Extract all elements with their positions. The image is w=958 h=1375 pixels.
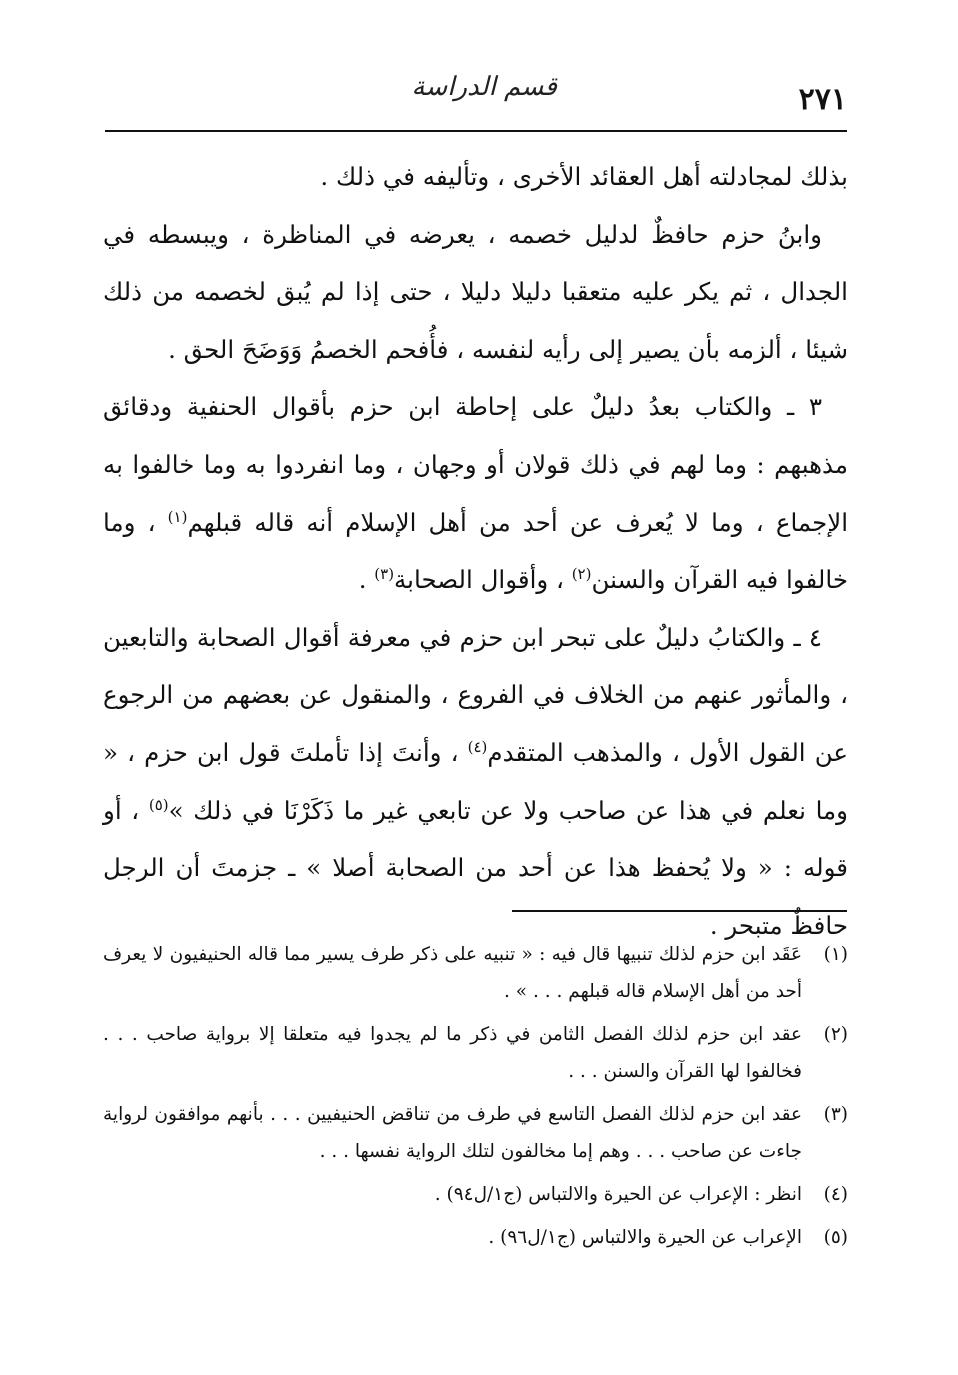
- section-title: قسم الدراسة: [411, 72, 557, 102]
- main-text: [103, 148, 848, 954]
- footnote-text: عقد ابن حزم لذلك الفصل التاسع في طرف من تناقض الحنيفيين . . . بأنهم موافقون لرواية جاءت عن صاحب . . . وهم إما مخالفون لتلك الرواية نفسها . . .: [103, 1104, 802, 1162]
- footnote-text: عقد ابن حزم لذلك الفصل الثامن في ذكر ما لم يجدوا فيه متعلقا إلا برواية صاحب . . . فخالفوا لها القرآن والسنن . . .: [103, 1024, 802, 1082]
- footnote-3: [103, 1096, 848, 1170]
- footnote-text: الإعراب عن الحيرة والالتباس (ج١/ل٩٦) .: [488, 1227, 802, 1248]
- footnote-1: [103, 936, 848, 1010]
- footnote-text: عَقَد ابن حزم لذلك تنبيها قال فيه : « تنبيه على ذكر طرف يسير مما قاله الحنيفيون لا يعرف أحد من أهل الإسلام قاله قبلهم . . . » .: [103, 944, 802, 1002]
- paragraph-4-text-a: ٤ ـ والكتابُ دليلٌ على تبحر ابن حزم في معرفة أقوال الصحابة والتابعين ، والمأثور عنهم من الخلاف في الفروع ، والمنقول عن بعضهم من الرجوع عن القول الأول ، والمذهب المتقدم: [103, 622, 848, 767]
- paragraph-4: [103, 609, 848, 955]
- footnote-number: (٣): [823, 1104, 848, 1125]
- footnote-number: (٥): [823, 1227, 848, 1248]
- footnote-ref-2[interactable]: (٢): [571, 565, 592, 583]
- paragraph-3-text-b: ، وما خالفوا فيه القرآن والسنن: [103, 507, 848, 595]
- footnote-number: (١): [823, 944, 848, 965]
- footnote-text: انظر : الإعراب عن الحيرة والالتباس (ج١/ل٩٤) .: [434, 1184, 802, 1205]
- paragraph-3-text-d: .: [358, 565, 375, 595]
- footnote-ref-4[interactable]: (٤): [467, 737, 488, 756]
- footnote-divider: [512, 910, 847, 912]
- paragraph-3-text-a: ٣ ـ والكتاب بعدُ دليلٌ على إحاطة ابن حزم بأقوال الحنفية ودقائق مذهبهم : وما لهم في ذلك قولان أو وجهان ، وما انفردوا به وما خالفوا به الإجماع ، وما لا يُعرف عن أحد من أهل الإسلام أنه قاله قبلهم: [103, 392, 848, 537]
- footnote-4: [103, 1176, 848, 1213]
- paragraph-1: بذلك لمجادلته أهل العقائد الأخرى ، وتأليفه في ذلك .: [320, 162, 848, 191]
- paragraph-4-text-b: ، وأنتَ إذا تأملتَ قول ابن حزم ، « وما نعلم في هذا عن صاحب ولا عن تابعي غير ما ذَكَرْنَا في ذلك »: [103, 737, 848, 825]
- page-header: [105, 68, 847, 130]
- paragraph-3: [103, 378, 848, 608]
- footnote-number: (٤): [823, 1184, 848, 1205]
- footnote-5: [103, 1219, 848, 1256]
- paragraph-2: وابنُ حزم حافظٌ لدليل خصمه ، يعرضه في المناظرة ، ويبسطه في الجدال ، ثم يكر عليه متعقبا دليلا دليلا ، حتى إذا لم يُبق لخصمه من ذلك شيئا ، ألزمه بأن يصير إلى رأيه لنفسه ، فأُفحم الخصمُ وَوَضَحَ الحق .: [103, 219, 848, 364]
- paragraph-3-text-c: ، وأقوال الصحابة: [394, 565, 572, 595]
- footnote-ref-1[interactable]: (١): [167, 507, 188, 526]
- footnote-ref-5[interactable]: (٥): [148, 795, 169, 814]
- footnote-ref-3[interactable]: (٣): [374, 565, 395, 583]
- footnotes: [103, 936, 848, 1262]
- footnote-number: (٢): [823, 1024, 848, 1045]
- header-divider: [105, 130, 847, 132]
- paragraph-4-text-c: ، أو قوله : « ولا يُحفظ هذا عن أحد من الصحابة أصلا » ـ جزمتَ أن الرجل حافظٌ متبحر .: [103, 795, 848, 940]
- page-number: ٢٧١: [798, 82, 847, 117]
- footnote-2: [103, 1016, 848, 1090]
